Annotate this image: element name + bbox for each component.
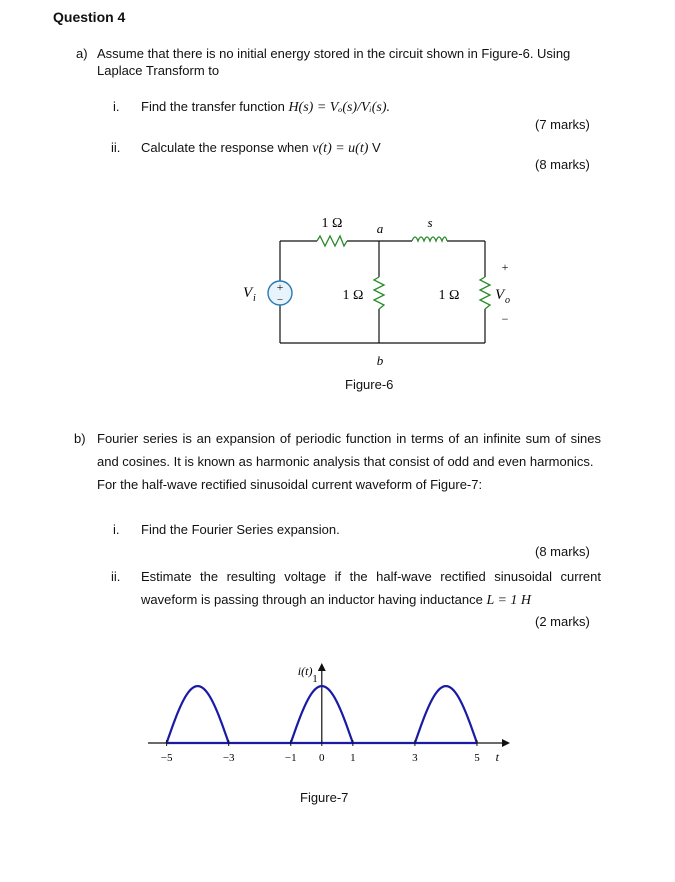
figure-7-caption: Figure-7 xyxy=(300,790,349,805)
label-r-right: 1 Ω xyxy=(438,288,460,303)
label-vo: V xyxy=(495,287,505,303)
figure-6-caption: Figure-6 xyxy=(345,377,394,392)
label-r-middle: 1 Ω xyxy=(342,288,364,303)
figure-7-waveform xyxy=(140,655,520,775)
part-b-item1-num: i. xyxy=(113,522,120,537)
part-a-item2-marks: (8 marks) xyxy=(535,157,590,172)
label-node-b: b xyxy=(376,353,384,368)
part-b-item1-text: Find the Fourier Series expansion. xyxy=(141,522,340,537)
label-node-a: a xyxy=(376,221,384,236)
part-a-item2-text xyxy=(141,139,381,157)
resistor-top xyxy=(317,236,347,246)
part-b-item2-text-line2 xyxy=(141,591,531,609)
part-b-item2-text-line1: Estimate the resulting voltage if the half-wave rectified sinusoidal current xyxy=(141,569,601,584)
resistor-right xyxy=(480,277,490,309)
source-minus-sign: − xyxy=(276,294,284,306)
inductor xyxy=(412,237,447,241)
question-title: Question 4 xyxy=(53,9,126,25)
part-b-intro-line1: Fourier series is an expansion of periodic function in terms of an infinite sum of sines xyxy=(97,431,601,446)
x-tick-label: −3 xyxy=(222,752,235,764)
label-vi: V xyxy=(243,285,253,301)
label-r-top: 1 Ω xyxy=(321,216,343,231)
part-b-item1-marks: (8 marks) xyxy=(535,544,590,559)
y-axis-label: i(t) xyxy=(297,664,313,678)
part-b-label: b) xyxy=(74,431,86,446)
part-b-item2-num: ii. xyxy=(111,569,121,584)
x-tick-label: 5 xyxy=(474,752,480,764)
part-a-item1-marks: (7 marks) xyxy=(535,117,590,132)
part-a-item2-unit: V xyxy=(372,140,381,155)
part-b-intro-line2: and cosines. It is known as harmonic analysis that consist of odd and even harmonics. xyxy=(97,454,594,469)
input-signal-math: v(t) = u(t) xyxy=(312,141,369,156)
part-a-item1-text xyxy=(141,98,390,116)
inductance-math: L = 1 H xyxy=(486,593,532,608)
part-b-item2-label: waveform is passing through an inductor having inductance xyxy=(141,592,483,607)
waveform-pulse xyxy=(167,686,229,743)
label-vo-sub: o xyxy=(505,295,510,306)
part-a-item2-num: ii. xyxy=(111,140,121,155)
x-tick-label: 0 xyxy=(319,752,325,764)
resistor-middle xyxy=(374,277,384,309)
figure-6-circuit xyxy=(225,205,525,368)
label-vo-minus: − xyxy=(501,312,509,326)
x-tick-label: −5 xyxy=(160,752,173,764)
source-plus-sign: + xyxy=(276,280,284,294)
part-a-label: a) xyxy=(76,46,88,61)
part-a-intro-line2: Laplace Transform to xyxy=(97,63,220,78)
part-b-intro-line3: For the half-wave rectified sinusoidal current waveform of Figure-7: xyxy=(97,477,483,492)
label-vo-plus: + xyxy=(501,260,509,274)
part-a-intro-line1: Assume that there is no initial energy stored in the circuit shown in Figure-6. Using xyxy=(97,46,571,61)
x-tick-label: 1 xyxy=(350,752,356,764)
x-tick-label: −1 xyxy=(284,752,297,764)
part-a-item1-label: Find the transfer function xyxy=(141,99,285,114)
part-a-item1-num: i. xyxy=(113,99,120,114)
transfer-function-math: H(s) = Vₒ(s)/Vᵢ(s). xyxy=(288,100,391,115)
y-tick-label: 1 xyxy=(312,673,318,686)
x-axis-label: t xyxy=(495,750,499,764)
label-vi-sub: i xyxy=(253,293,256,304)
part-b-item2-marks: (2 marks) xyxy=(535,614,590,629)
part-a-item2-label: Calculate the response when xyxy=(141,140,309,155)
waveform-pulse xyxy=(415,686,477,743)
x-tick-label: 3 xyxy=(412,752,418,764)
label-inductor-s: s xyxy=(427,215,433,230)
